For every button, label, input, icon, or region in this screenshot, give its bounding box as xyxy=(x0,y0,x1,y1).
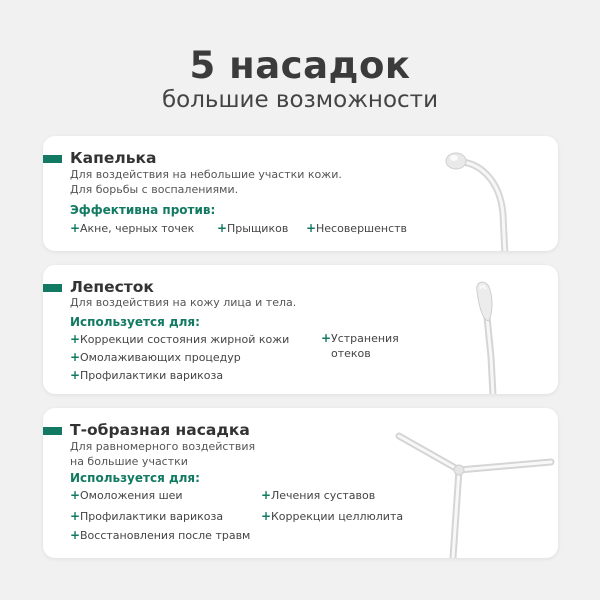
desc-line: Для воздействия на небольшие участки кожи. xyxy=(70,168,342,181)
list-item: +Омолаживающих процедур xyxy=(70,350,241,364)
accent-marker xyxy=(43,155,62,163)
plus-icon: + xyxy=(306,221,317,235)
card-subheading: Эффективна против: xyxy=(70,203,216,217)
plus-icon: + xyxy=(70,488,81,502)
list-item: +Коррекции состояния жирной кожи xyxy=(70,332,290,346)
plus-icon: + xyxy=(70,350,81,364)
plus-icon: + xyxy=(70,221,81,235)
list-item: +Устранения отеков xyxy=(321,331,399,360)
card-description xyxy=(70,439,255,469)
list-item: +Омоложения шеи xyxy=(70,488,183,502)
card-subheading: Используется для: xyxy=(70,315,200,329)
list-item: +Профилактики варикоза xyxy=(70,368,224,382)
card-title: Лепесток xyxy=(70,278,154,296)
card-petal xyxy=(43,265,558,394)
desc-line: Для воздействия на кожу лица и тела. xyxy=(70,296,297,309)
plus-icon: + xyxy=(70,509,81,523)
list-item: +Прыщиков xyxy=(217,221,289,235)
list-item: +Несовершенств xyxy=(306,221,408,235)
page-title: 5 насадок xyxy=(189,44,411,87)
card-description xyxy=(70,295,296,310)
card-title: Капелька xyxy=(70,149,157,167)
card-t-shaped xyxy=(43,408,558,558)
plus-icon: + xyxy=(261,509,272,523)
t-shaped-electrode-icon xyxy=(393,426,555,558)
card-title: Т-образная насадка xyxy=(70,421,250,439)
desc-line: на большие участки xyxy=(70,455,188,468)
plus-icon: + xyxy=(217,221,228,235)
list-item: +Лечения суставов xyxy=(261,488,376,502)
card-droplet xyxy=(43,136,558,251)
list-item: +Коррекции целлюлита xyxy=(261,509,404,523)
petal-electrode-icon xyxy=(463,277,523,394)
desc-line: Для борьбы с воспалениями. xyxy=(70,183,239,196)
desc-line: Для равномерного воздействия xyxy=(70,440,256,453)
card-description xyxy=(70,167,342,197)
plus-icon: + xyxy=(70,332,81,346)
list-item: +Профилактики варикоза xyxy=(70,509,224,523)
plus-icon: + xyxy=(261,488,272,502)
list-item: +Восстановления после травм xyxy=(70,528,251,542)
accent-marker xyxy=(43,427,62,435)
plus-icon: + xyxy=(321,331,332,345)
droplet-electrode-icon xyxy=(438,144,528,251)
plus-icon: + xyxy=(70,528,81,542)
accent-marker xyxy=(43,284,62,292)
card-subheading: Используется для: xyxy=(70,471,200,485)
plus-icon: + xyxy=(70,368,81,382)
page-subtitle: большие возможности xyxy=(161,87,439,113)
list-item: +Акне, черных точек xyxy=(70,221,195,235)
